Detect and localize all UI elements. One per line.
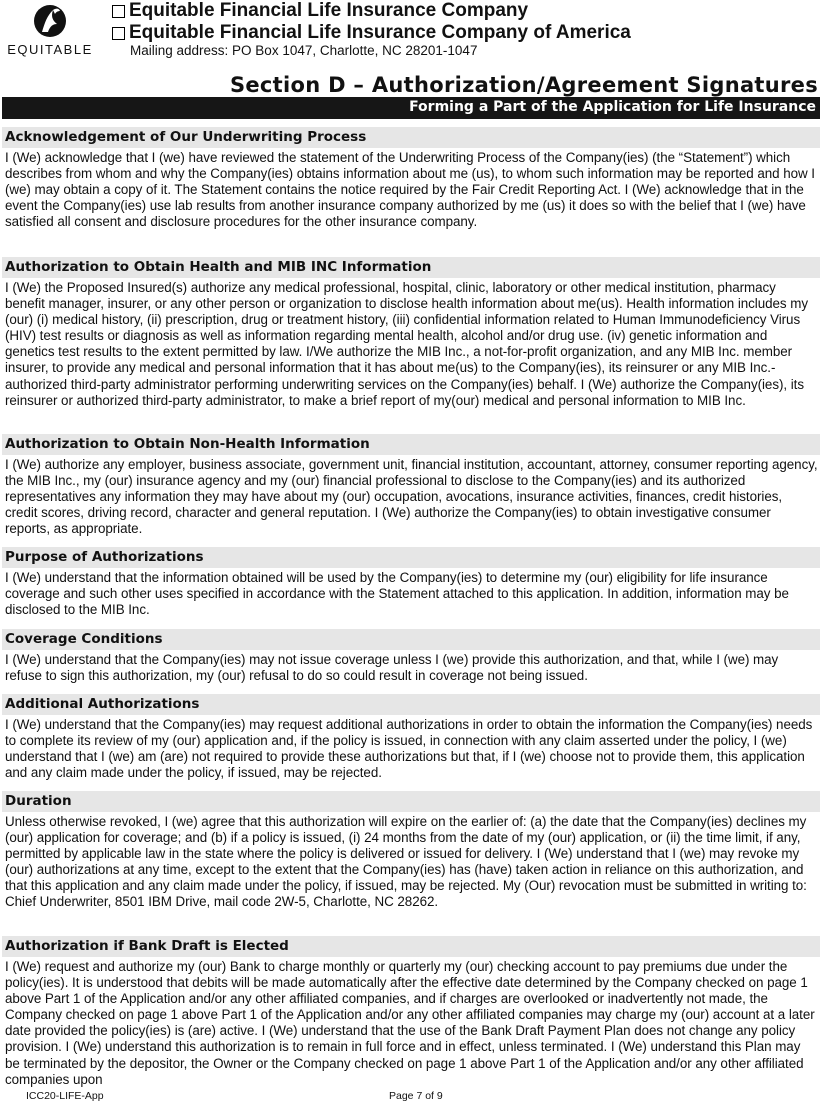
section-body: I (We) understand that the information obtained will be used by the Company(ies) to determine my (our) eligibility for life insurance coverage and such other uses specified in accordance with the Statement attached to this application. In addition, information may be disclosed to the MIB Inc. bbox=[5, 570, 789, 618]
mailing-address: Mailing address: PO Box 1047, Charlotte, NC 28201-1047 bbox=[130, 43, 478, 58]
company-1-checkbox[interactable] bbox=[112, 5, 125, 18]
company-1-label: Equitable Financial Life Insurance Company bbox=[129, 0, 529, 21]
section-heading: Authorization if Bank Draft is Elected bbox=[2, 936, 820, 957]
section-health-mib bbox=[2, 257, 820, 409]
company-option-1[interactable] bbox=[112, 0, 528, 22]
section-additional bbox=[2, 694, 820, 781]
section-body: I (We) request and authorize my (our) Bank to charge monthly or quarterly my (our) checking account to pay premiums due under the policy(ies). It is understood that debits will be made automatically after the effective date determined by the Company checked on page 1 above Part 1 of the Application and/or any other affiliated companies, and if charges are overlooked or inadvertently not made, the Company checked on page 1 above Part 1 of the Application and/or any other affiliated companies may charge my (our) account at a later date provided the policy(ies) is (are) active. I (We) understand that the use of the Bank Draft Payment Plan does not change any policy provision. I (We) understand this authorization is to remain in full force and in effect, unless terminated. I (We) understand this Plan may be terminated by the depositor, the Owner or the Company checked on page 1 above Part 1 of the Application and/or any other affiliated companies upon bbox=[5, 959, 815, 1087]
form-id: ICC20-LIFE-App bbox=[26, 1090, 104, 1102]
section-heading: Authorization to Obtain Non-Health Information bbox=[2, 434, 820, 455]
section-body: I (We) authorize any employer, business associate, government unit, financial institution, accountant, attorney, consumer reporting agency, the MIB Inc., my (our) insurance agency and my (our) financial professional to disclose to the Company(ies) and its authorized representatives any information they may have about my (our) occupation, avocations, insurance activities, finances, credit histories, credit scores, driving record, character and general reputation. I (We) authorize the Company(ies) to obtain investigative consumer reports, as appropriate. bbox=[5, 457, 818, 537]
company-2-label: Equitable Financial Life Insurance Company of America bbox=[129, 22, 631, 43]
section-non-health bbox=[2, 434, 820, 537]
equitable-logo bbox=[2, 2, 98, 57]
banner-text: Forming a Part of the Application for Life Insurance bbox=[409, 99, 816, 115]
logo-text: EQUITABLE bbox=[7, 42, 93, 57]
section-body: I (We) the Proposed Insured(s) authorize any medical professional, hospital, clinic, laboratory or other medical institution, pharmacy benefit manager, insurer, or any other person or organization to disclose health information about me(us). Health information includes my (our) (i) medical history, (ii) prescription, drug or treatment history, (iii) confidential information related to Human Immunodeficiency Virus (HIV) test results or diagnosis as well as information regarding mental health, alcohol and/or drug use. (iv) genetic information and genetics test results to the extent permitted by law. I/We authorize the MIB Inc., a not-for-profit organization, and any MIB Inc. member insurer, to provide any medical and personal information that it has about me(us) to the Company(ies), its reinsurer or any MIB Inc.-authorized third-party administrator performing underwriting services on the Company(ies) behalf. I (We) authorize the Company(ies), its reinsurer or authorized third-party administrator, to make a brief report of my(our) medical and personal information to MIB Inc. bbox=[5, 280, 808, 408]
section-heading: Coverage Conditions bbox=[2, 629, 820, 650]
section-heading: Duration bbox=[2, 791, 820, 812]
section-purpose bbox=[2, 547, 820, 618]
section-acknowledgement bbox=[2, 127, 820, 230]
section-body: I (We) understand that the Company(ies) may request additional authorizations in order to obtain the information the Company(ies) needs to complete its review of my (our) application and, if the policy is issued, in connection with any claim asserted under the policy, I (we) understand that I (we) am (are) not required to provide these authorizations but that, if I (we) choose not to provide them, this application and any claim made under the policy, if issued, may be rejected. bbox=[5, 717, 813, 781]
section-body: I (We) acknowledge that I (we) have reviewed the statement of the Underwriting Process of the Company(ies) (the “Statement”) which describes from whom and why the Company(ies) obtains information about me (us), to whom such information may be reported and how I (we) may obtain a copy of it. The Statement contains the notice required by the Fair Credit Reporting Act. I (We) acknowledge that in the event the Company(ies) use lab results from another insurance company authorized by me (us) it does so with the belief that I (we) have satisfied all consent and disclosure procedures for the other insurance company. bbox=[5, 150, 815, 230]
company-option-2[interactable] bbox=[112, 22, 631, 44]
page-header bbox=[0, 0, 822, 70]
section-bank-draft bbox=[2, 936, 820, 1088]
page-number: Page 7 of 9 bbox=[389, 1090, 443, 1102]
form-banner bbox=[2, 97, 820, 119]
section-coverage-conditions bbox=[2, 629, 820, 684]
section-title: Section D – Authorization/Agreement Signatures bbox=[229, 73, 818, 97]
section-duration bbox=[2, 791, 820, 911]
section-heading: Acknowledgement of Our Underwriting Process bbox=[2, 127, 820, 148]
section-body: I (We) understand that the Company(ies) may not issue coverage unless I (we) provide this authorization, and that, while I (we) may refuse to sign this authorization, my (our) refusal to do so could result in coverage not being issued. bbox=[5, 652, 779, 684]
figure-logo-icon bbox=[33, 2, 67, 40]
section-body: Unless otherwise revoked, I (we) agree that this authorization will expire on the earlier of: (a) the date that the Company(ies) declines my (our) application for coverage; and (b) if a policy is issued, (i) 24 months from the date of my (our) application, or (ii) the time limit, if any, permitted by applicable law in the state where the policy is delivered or issued for delivery. I (We) understand that I (we) may revoke my (our) authorizations at any time, except to the extent that the Company(ies) has (have) taken action in reliance on this authorization, and that this application and any claim made under the policy, if issued, may be rejected. My (Our) revocation must be submitted in writing to: Chief Underwriter, 8501 IBM Drive, mail code 2W-5, Charlotte, NC 28262. bbox=[5, 814, 807, 910]
company-2-checkbox[interactable] bbox=[112, 27, 125, 40]
section-heading: Additional Authorizations bbox=[2, 694, 820, 715]
section-heading: Purpose of Authorizations bbox=[2, 547, 820, 568]
section-heading: Authorization to Obtain Health and MIB INC Information bbox=[2, 257, 820, 278]
